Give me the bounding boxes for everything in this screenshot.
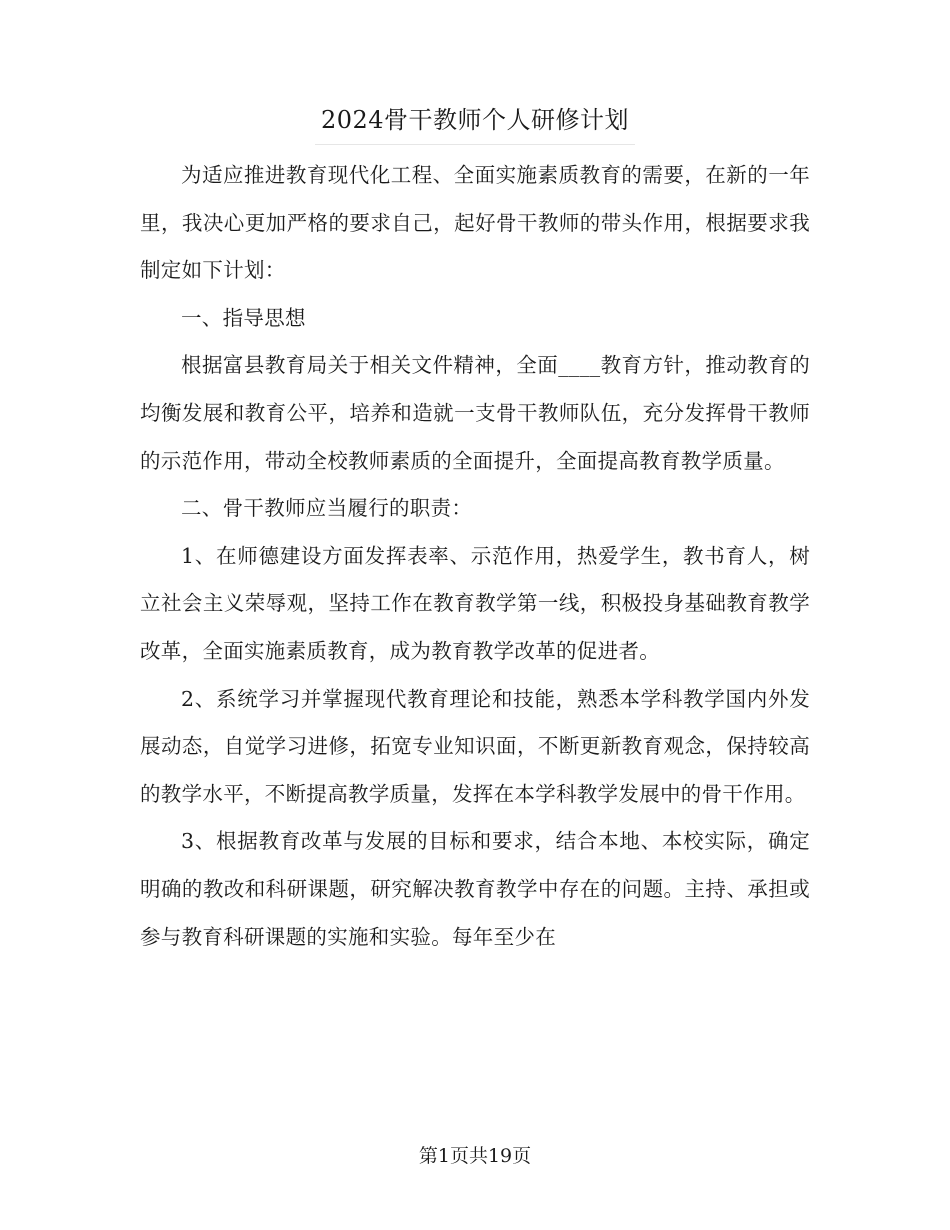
document-body [140,152,810,961]
section-heading-duties: 二、骨干教师应当履行的职责： [181,496,473,521]
document-title: 2024骨干教师个人研修计划 [315,100,635,145]
paragraph-duty-2: 2、系统学习并掌握现代教育理论和技能，熟悉本学科教学国内外发展动态，自觉学习进修，拓宽专业知识面，不断更新教育观念，保持较高的教学水平，不断提高教学质量，发挥在本学科教学发展中的骨干作用。 [140,686,810,806]
page-footer: 第1页共19页 [418,1145,532,1167]
paragraph-guiding-thought: 根据富县教育局关于相关文件精神，全面____教育方针，推动教育的均衡发展和教育公平，培养和造就一支骨干教师队伍，充分发挥骨干教师的示范作用，带动全校教师素质的全面提升，全面提高教育教学质量。 [140,353,810,473]
paragraph-duty-3: 3、根据教育改革与发展的目标和要求，结合本地、本校实际，确定明确的教改和科研课题，研究解决教育教学中存在的问题。主持、承担或参与教育科研课题的实施和实验。每年至少在 [140,829,810,949]
paragraph-intro: 为适应推进教育现代化工程、全面实施素质教育的需要，在新的一年里，我决心更加严格的要求自己，起好骨干教师的带头作用，根据要求我制定如下计划： [140,163,810,283]
paragraph-duty-1: 1、在师德建设方面发挥表率、示范作用，热爱学生，教书育人，树立社会主义荣辱观，坚持工作在教育教学第一线，积极投身基础教育教学改革，全面实施素质教育，成为教育教学改革的促进者。 [140,543,810,663]
title-container [0,100,950,145]
section-heading-guiding-thought: 一、指导思想 [181,305,306,330]
